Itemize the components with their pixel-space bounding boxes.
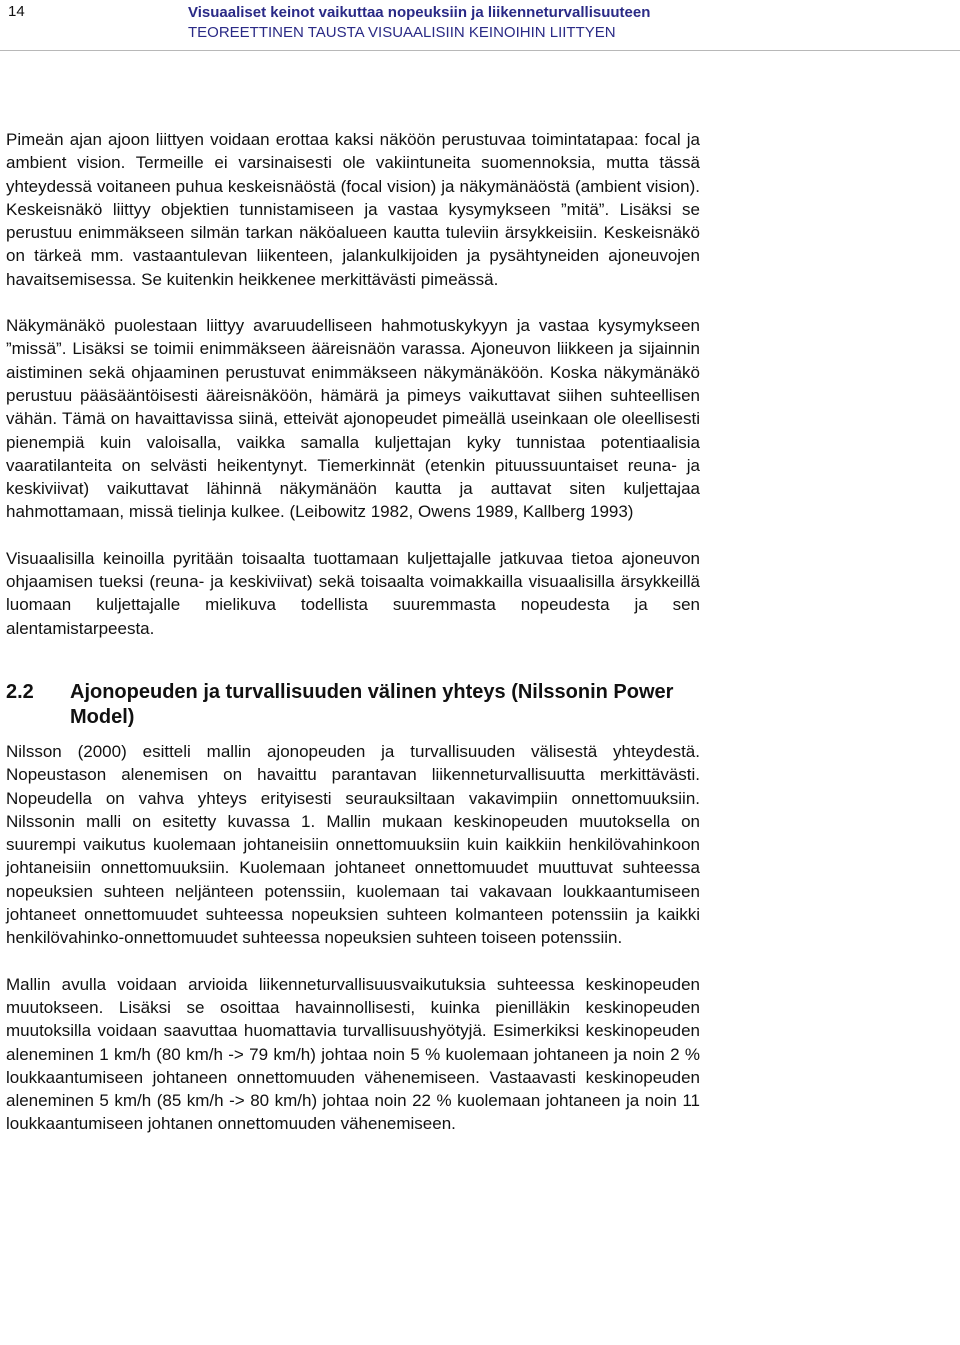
running-title: Visuaaliset keinot vaikuttaa nopeuksiin ja liikenneturvallisuuteen bbox=[188, 4, 651, 21]
section-heading bbox=[6, 680, 700, 730]
page-header bbox=[0, 0, 960, 52]
paragraph-ambient-vision: Näkymänäkö puolestaan liittyy avaruudelliseen hahmotuskykyyn ja vastaa kysymykseen ”missä”. Lisäksi se toimii enimmäkseen ääreisnäön varassa. Ajoneuvon liikkeen ja sijainnin aistiminen sekä ohjaaminen perustuvat enimmäkseen näkymänäköön. Koska näkymänäkö perustuu pääsääntöisesti ääreisnäköön, hämärä ja pimeys vaikuttavat siihen suhteellisen vähän. Tämä on havaittavissa siinä, etteivät ajonopeudet pimeällä useinkaan ole oleellisesti pienempiä kuin valoisalla, vaikka samalla kuljettajan kyky tunnistaa potentiaalisia vaaratilanteita on selvästi heikentynyt. Tiemerkinnät (etenkin pituussuuntaiset reuna- ja keskiviivat) vaikuttavat lähinnä näkymänäön kautta ja auttavat siten kuljettajaa hahmottamaan, missä tielinja kulkee. (Leibowitz 1982, Owens 1989, Kallberg 1993) bbox=[6, 316, 700, 522]
header-divider bbox=[0, 50, 960, 51]
section-number: 2.2 bbox=[6, 680, 34, 703]
paragraph-nilsson-model: Nilsson (2000) esitteli mallin ajonopeuden ja turvallisuuden välisestä yhteydestä. Nopeustason alenemisen on havaittu parantavan liikenneturvallisuutta merkittävästi. Nopeudella on vahva yhteys erityisesti seurauksiltaan vakavimpiin onnettomuuksiin. Nilssonin malli on esitetty kuvassa 1. Mallin mukaan keskinopeuden muutoksella on suurempi vaikutus kuolemaan johtaneisiin onnettomuuksiin kuin kaikkiin henkilövahinkoon johtaneisiin onnettomuuksiin. Kuolemaan johtaneet onnettomuudet muuttuvat suhteessa nopeuksien suhteen neljänteen potenssiin, kuolemaan tai vakavaan loukkaantumiseen johtaneet onnettomuudet suhteessa nopeuksien suhteen kolmanteen potenssiin ja kaikki henkilövahinko-onnettomuudet suhteessa nopeuksien suhteen toiseen potenssiin. bbox=[6, 741, 700, 948]
paragraph-visual-means: Visuaalisilla keinoilla pyritään toisaalta tuottamaan kuljettajalle jatkuvaa tietoa ajoneuvon ohjaamisen tueksi (reuna- ja keskiviivat) sekä toisaalta voimakkailla visuaalisilla ärsykkeillä luomaan kuljettajalle mielikuva todellista suuremmasta nopeudesta ja sen alentamistarpeesta. bbox=[6, 548, 700, 638]
paragraph-focal-ambient-vision: Pimeän ajan ajoon liittyen voidaan erottaa kaksi näköön perustuvaa toimintatapaa: focal ja ambient vision. Termeille ei varsinaisesti ole vakiintuneita suomennoksia, mutta tässä yhteydessä voitaneen puhua keskeisnäöstä (focal vision) ja näkymänäöstä (ambient vision). Keskeisnäkö liittyy objektien tunnistamiseen ja vastaa kysymykseen ”mitä”. Lisäksi se perustuu enimmäkseen silmän tarkan näköalueen kautta tuleviin ärsykkeisiin. Keskeisnäkö on tärkeä mm. vastaantulevan liikenteen, jalankulkijoiden ja pysähtyneiden ajoneuvojen havaitsemisessa. Se kuitenkin heikkenee merkittävästi pimeässä. bbox=[6, 130, 700, 289]
section-title: Ajonopeuden ja turvallisuuden välinen yhteys (Nilssonin Power Model) bbox=[70, 680, 674, 728]
paragraph-model-usage: Mallin avulla voidaan arvioida liikenneturvallisuusvaikutuksia suhteessa keskinopeuden muutokseen. Lisäksi se osoittaa havainnollisesti, kuinka pienilläkin keskinopeuden muutoksilla voidaan saavuttaa huomattavia turvallisuushyötyjä. Esimerkiksi keskinopeuden aleneminen 1 km/h (80 km/h -> 79 km/h) johtaa noin 5 % kuolemaan johtaneen ja noin 2 % loukkaantumiseen johtaneen onnettomuuden vähenemiseen. Vastaavasti keskinopeuden aleneminen 5 km/h (85 km/h -> 80 km/h) johtaa noin 22 % kuolemaan johtaneen ja noin 11 loukkaantumiseen johtanen onnettomuuden vähenemiseen. bbox=[6, 974, 700, 1134]
document-body bbox=[6, 128, 700, 1136]
running-subtitle: TEOREETTINEN TAUSTA VISUAALISIIN KEINOIHIN LIITTYEN bbox=[188, 24, 616, 41]
page-number: 14 bbox=[8, 3, 25, 20]
